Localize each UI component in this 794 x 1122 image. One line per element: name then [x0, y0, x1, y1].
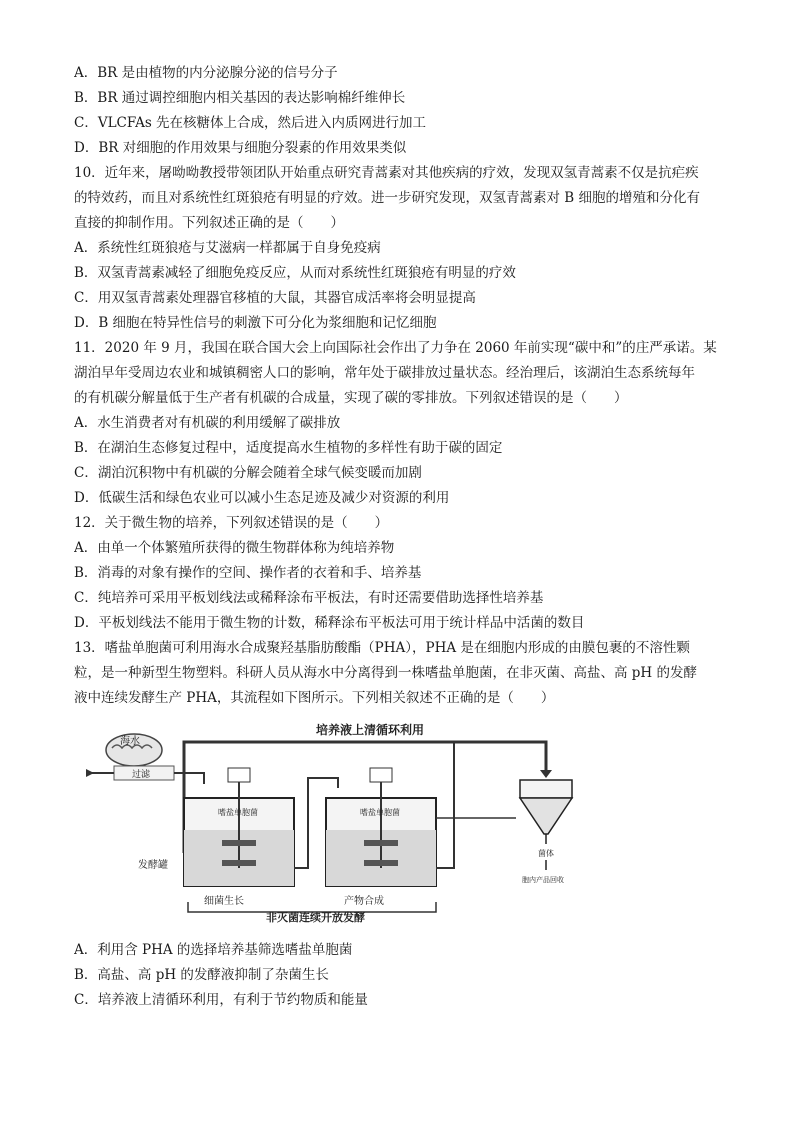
separator-cone: [520, 798, 572, 834]
option-9c: C．VLCFAs 先在核糖体上合成，然后进入内质网进行加工: [74, 115, 427, 131]
question-10-line-3: 直接的抑制作用。下列叙述正确的是（ ）: [74, 215, 344, 231]
inlet-arrow: [86, 769, 94, 777]
option-13c: C．培养液上清循环利用，有利于节约物质和能量: [74, 992, 368, 1008]
option-13b: B．高盐、高 pH 的发酵液抑制了杂菌生长: [74, 967, 329, 983]
option-12d: D．平板划线法不能用于微生物的计数，稀释涂布平板法可用于统计样品中活菌的数目: [74, 615, 585, 631]
tank-label: 发酵罐: [138, 860, 168, 871]
recovery-label: 胞内产品回收: [522, 876, 564, 884]
question-13-line-2: 粒，是一种新型生物塑料。科研人员从海水中分离得到一株嗜盐单胞菌，在非灭菌、高盐、高 pH 的发酵: [74, 665, 697, 681]
option-10a: A．系统性红斑狼疮与艾滋病一样都属于自身免疫病: [74, 240, 381, 256]
option-9d: D．BR 对细胞的作用效果与细胞分裂素的作用效果类似: [74, 140, 407, 156]
option-13a: A．利用含 PHA 的选择培养基筛选嗜盐单胞菌: [74, 942, 353, 958]
diagram-svg: [76, 718, 616, 923]
question-10-line-1: 10．近年来，屠呦呦教授带领团队开始重点研究青蒿素对其他疾病的疗效，发现双氢青蒿素不仅是抗疟疾: [74, 165, 699, 181]
seawater-label: 海水: [120, 736, 140, 747]
stage-1-label: 细菌生长: [204, 896, 244, 907]
question-11-line-2: 湖泊早年受周边农业和城镇稠密人口的影响，常年处于碳排放过量状态。经治理后，该湖泊生态系统每年: [74, 365, 695, 381]
option-12a: A．由单一个体繁殖所获得的微生物群体称为纯培养物: [74, 540, 395, 556]
option-10d: D．B 细胞在特异性信号的刺激下可分化为浆细胞和记忆细胞: [74, 315, 437, 331]
option-11d: D．低碳生活和绿色农业可以减小生态足迹及减少对资源的利用: [74, 490, 450, 506]
bacteria-1-label: 嗜盐单胞菌: [218, 808, 258, 817]
option-11b: B．在湖泊生态修复过程中，适度提高水生植物的多样性有助于碳的固定: [74, 440, 503, 456]
feed-pipe: [174, 773, 204, 784]
stage-2-label: 产物合成: [344, 896, 384, 907]
question-10-line-2: 的特效药，而且对系统性红斑狼疮有明显的疗效。进一步研究发现，双氢青蒿素对 B 细胞的增殖和分化有: [74, 190, 701, 206]
pha-fermentation-diagram: [76, 718, 616, 923]
continuous-label: 非灭菌连续开放发酵: [266, 911, 365, 923]
option-9a: A．BR 是由植物的内分泌腺分泌的信号分子: [74, 65, 338, 81]
question-13-line-1: 13．嗜盐单胞菌可利用海水合成聚羟基脂肪酸酯（PHA），PHA 是在细胞内形成的由膜包裹的不溶性颗: [74, 640, 690, 656]
motor-2: [370, 768, 392, 782]
impeller-1a: [222, 840, 256, 846]
question-12-stem: 12．关于微生物的培养，下列叙述错误的是（ ）: [74, 515, 389, 531]
option-11c: C．湖泊沉积物中有机碳的分解会随着全球气候变暖而加剧: [74, 465, 422, 481]
separator-top: [520, 780, 572, 798]
filter-label: 过滤: [132, 770, 151, 780]
motor-1: [228, 768, 250, 782]
question-13-line-3: 液中连续发酵生产 PHA，其流程如下图所示。下列相关叙述不正确的是（ ）: [74, 690, 555, 706]
question-11-line-1: 11．2020 年 9 月，我国在联合国大会上向国际社会作出了力争在 2060 年前实现“碳中和”的庄严承诺。某: [74, 340, 717, 356]
impeller-2a: [364, 840, 398, 846]
sediment-label: 菌体: [538, 849, 554, 858]
option-9b: B．BR 通过调控细胞内相关基因的表达影响棉纤维伸长: [74, 90, 406, 106]
outlet-pipe: [436, 742, 454, 868]
option-12c: C．纯培养可采用平板划线法或稀释涂布平板法，有时还需要借助选择性培养基: [74, 590, 544, 606]
bacteria-2-label: 嗜盐单胞菌: [360, 808, 400, 817]
option-11a: A．水生消费者对有机碳的利用缓解了碳排放: [74, 415, 341, 431]
option-10b: B．双氢青蒿素减轻了细胞免疫反应，从而对系统性红斑狼疮有明显的疗效: [74, 265, 516, 281]
impeller-1b: [222, 860, 256, 866]
option-10c: C．用双氢青蒿素处理器官移植的大鼠，其器官成活率将会明显提高: [74, 290, 476, 306]
question-11-line-3: 的有机碳分解量低于生产者有机碳的合成量，实现了碳的零排放。下列叙述错误的是（ ）: [74, 390, 628, 406]
impeller-2b: [364, 860, 398, 866]
recycle-label: 培养液上清循环利用: [316, 723, 425, 737]
recycle-arrow: [540, 770, 552, 778]
option-12b: B．消毒的对象有操作的空间、操作者的衣着和手、培养基: [74, 565, 422, 581]
